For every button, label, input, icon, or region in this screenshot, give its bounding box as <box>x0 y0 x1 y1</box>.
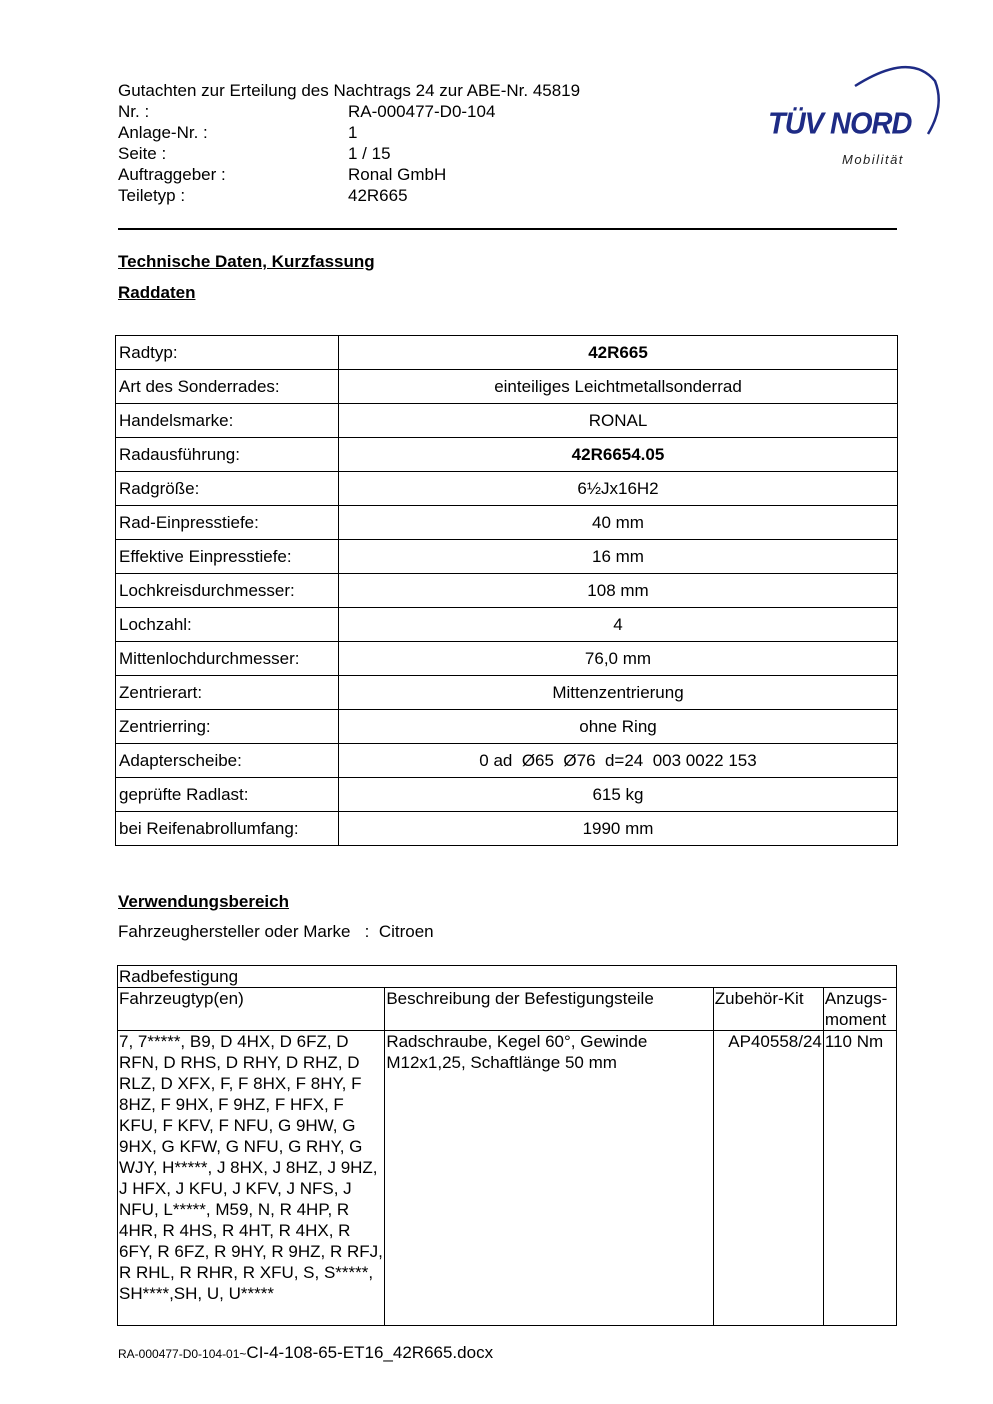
table-row <box>118 1031 897 1326</box>
header-value: 1 / 15 <box>348 144 391 163</box>
row-value: 0 ad Ø65 Ø76 d=24 003 0022 153 <box>339 744 898 778</box>
row-label: Radtyp: <box>116 336 339 370</box>
table-row <box>116 710 898 744</box>
row-label: Effektive Einpresstiefe: <box>116 540 339 574</box>
header-value: Ronal GmbH <box>348 165 447 184</box>
header-label: Auftraggeber : <box>118 165 226 184</box>
row-value: 40 mm <box>339 506 898 540</box>
row-label: Art des Sonderrades: <box>116 370 339 404</box>
column-header: Beschreibung der Befestigungsteile <box>385 988 713 1031</box>
table-row <box>116 642 898 676</box>
header-value: 1 <box>348 123 358 142</box>
row-value: 1990 mm <box>339 812 898 846</box>
header-label: Nr. : <box>118 102 150 121</box>
table-row <box>116 472 898 506</box>
manufacturer-line <box>118 922 434 942</box>
row-value: 42R665 <box>339 336 898 370</box>
header-label: Teiletyp : <box>118 186 186 205</box>
row-value: 6½Jx16H2 <box>339 472 898 506</box>
table-row <box>116 608 898 642</box>
radbefestigung-table <box>117 965 897 1326</box>
column-header: Anzugs-moment <box>823 988 896 1031</box>
table-row <box>116 404 898 438</box>
row-value: 16 mm <box>339 540 898 574</box>
logo-wordmark: TÜV NORD <box>768 107 912 141</box>
column-header: Fahrzeugtyp(en) <box>118 988 385 1031</box>
row-value: einteiliges Leichtmetallsonderrad <box>339 370 898 404</box>
table-row <box>116 506 898 540</box>
manufacturer-label: Fahrzeughersteller oder Marke <box>118 922 351 941</box>
row-label: Radgröße: <box>116 472 339 506</box>
header-row-seite <box>118 143 580 164</box>
row-value: 4 <box>339 608 898 642</box>
footer-docname: CI-4-108-65-ET16_42R665.docx <box>246 1343 494 1362</box>
table-row <box>116 540 898 574</box>
row-label: Rad-Einpresstiefe: <box>116 506 339 540</box>
row-label: Mittenlochdurchmesser: <box>116 642 339 676</box>
table-row <box>116 336 898 370</box>
footer-filename <box>118 1343 493 1363</box>
row-label: geprüfte Radlast: <box>116 778 339 812</box>
fastening-description-cell: Radschraube, Kegel 60°, Gewinde M12x1,25, Schaftlänge 50 mm <box>385 1031 713 1326</box>
row-label: bei Reifenabrollumfang: <box>116 812 339 846</box>
row-value: 76,0 mm <box>339 642 898 676</box>
row-value: Mittenzentrierung <box>339 676 898 710</box>
header-row-auftraggeber <box>118 164 580 185</box>
row-value: 42R6654.05 <box>339 438 898 472</box>
table-caption-row <box>118 966 897 988</box>
row-value: 615 kg <box>339 778 898 812</box>
document-title: Gutachten zur Erteilung des Nachtrags 24 zur ABE-Nr. 45819 <box>118 81 581 100</box>
row-label: Radausführung: <box>116 438 339 472</box>
row-value: RONAL <box>339 404 898 438</box>
table-row <box>116 744 898 778</box>
row-value: 108 mm <box>339 574 898 608</box>
section-title: Technische Daten, Kurzfassung <box>118 252 375 271</box>
manufacturer-value: Citroen <box>378 922 434 941</box>
header-label: Seite : <box>118 144 167 163</box>
section-subtitle: Raddaten <box>118 283 196 302</box>
row-label: Lochzahl: <box>116 608 339 642</box>
table-row <box>116 676 898 710</box>
tuv-nord-logo <box>760 56 945 176</box>
row-value: ohne Ring <box>339 710 898 744</box>
verwendungsbereich-title: Verwendungsbereich <box>118 892 289 911</box>
document-header <box>118 80 580 206</box>
row-label: Handelsmarke: <box>116 404 339 438</box>
table-header-row <box>118 988 897 1031</box>
raddaten-table <box>115 335 898 846</box>
header-value: RA-000477-D0-104 <box>348 102 496 121</box>
footer-prefix: RA-000477-D0-104-01~ <box>118 1347 247 1361</box>
header-divider <box>118 228 897 230</box>
logo-subtitle: Mobilität <box>842 152 904 167</box>
table-row <box>116 574 898 608</box>
torque-cell: 110 Nm <box>823 1031 896 1326</box>
vehicle-types-cell: 7, 7*****, B9, D 4HX, D 6FZ, D RFN, D RHS, D RHY, D RHZ, D RLZ, D XFX, F, F 8HX, F 8HY, F 8HZ, F 9HX, F 9HZ, F HFX, F KFU, F KFV, F NFU, G 9HW, G 9HX, G KFW, G NFU, G RHY, G WJY, H*****, J 8HX, J 8HZ, J 9HZ, J HFX, J KFU, J KFV, J NFS, J NFU, L*****, M59, N, R 4HP, R 4HR, R 4HS, R 4HT, R 4HX, R 6FY, R 6FZ, R 9HY, R 9HZ, R RFJ, R RHL, R RHR, R XFU, S, S*****, SH****,SH, U, U***** <box>118 1031 385 1326</box>
table-row <box>116 812 898 846</box>
header-row-teiletyp <box>118 185 580 206</box>
table-caption: Radbefestigung <box>118 966 897 988</box>
row-label: Adapterscheibe: <box>116 744 339 778</box>
table-row <box>116 778 898 812</box>
row-label: Zentrierart: <box>116 676 339 710</box>
accessory-kit-cell: AP40558/24 <box>713 1031 823 1326</box>
row-label: Zentrierring: <box>116 710 339 744</box>
manufacturer-separator: : <box>364 922 370 941</box>
row-label: Lochkreisdurchmesser: <box>116 574 339 608</box>
header-row-nr <box>118 101 580 122</box>
header-row-anlage <box>118 122 580 143</box>
header-label: Anlage-Nr. : <box>118 123 208 142</box>
column-header: Zubehör-Kit <box>713 988 823 1031</box>
header-value: 42R665 <box>348 186 408 205</box>
table-row <box>116 438 898 472</box>
table-row <box>116 370 898 404</box>
